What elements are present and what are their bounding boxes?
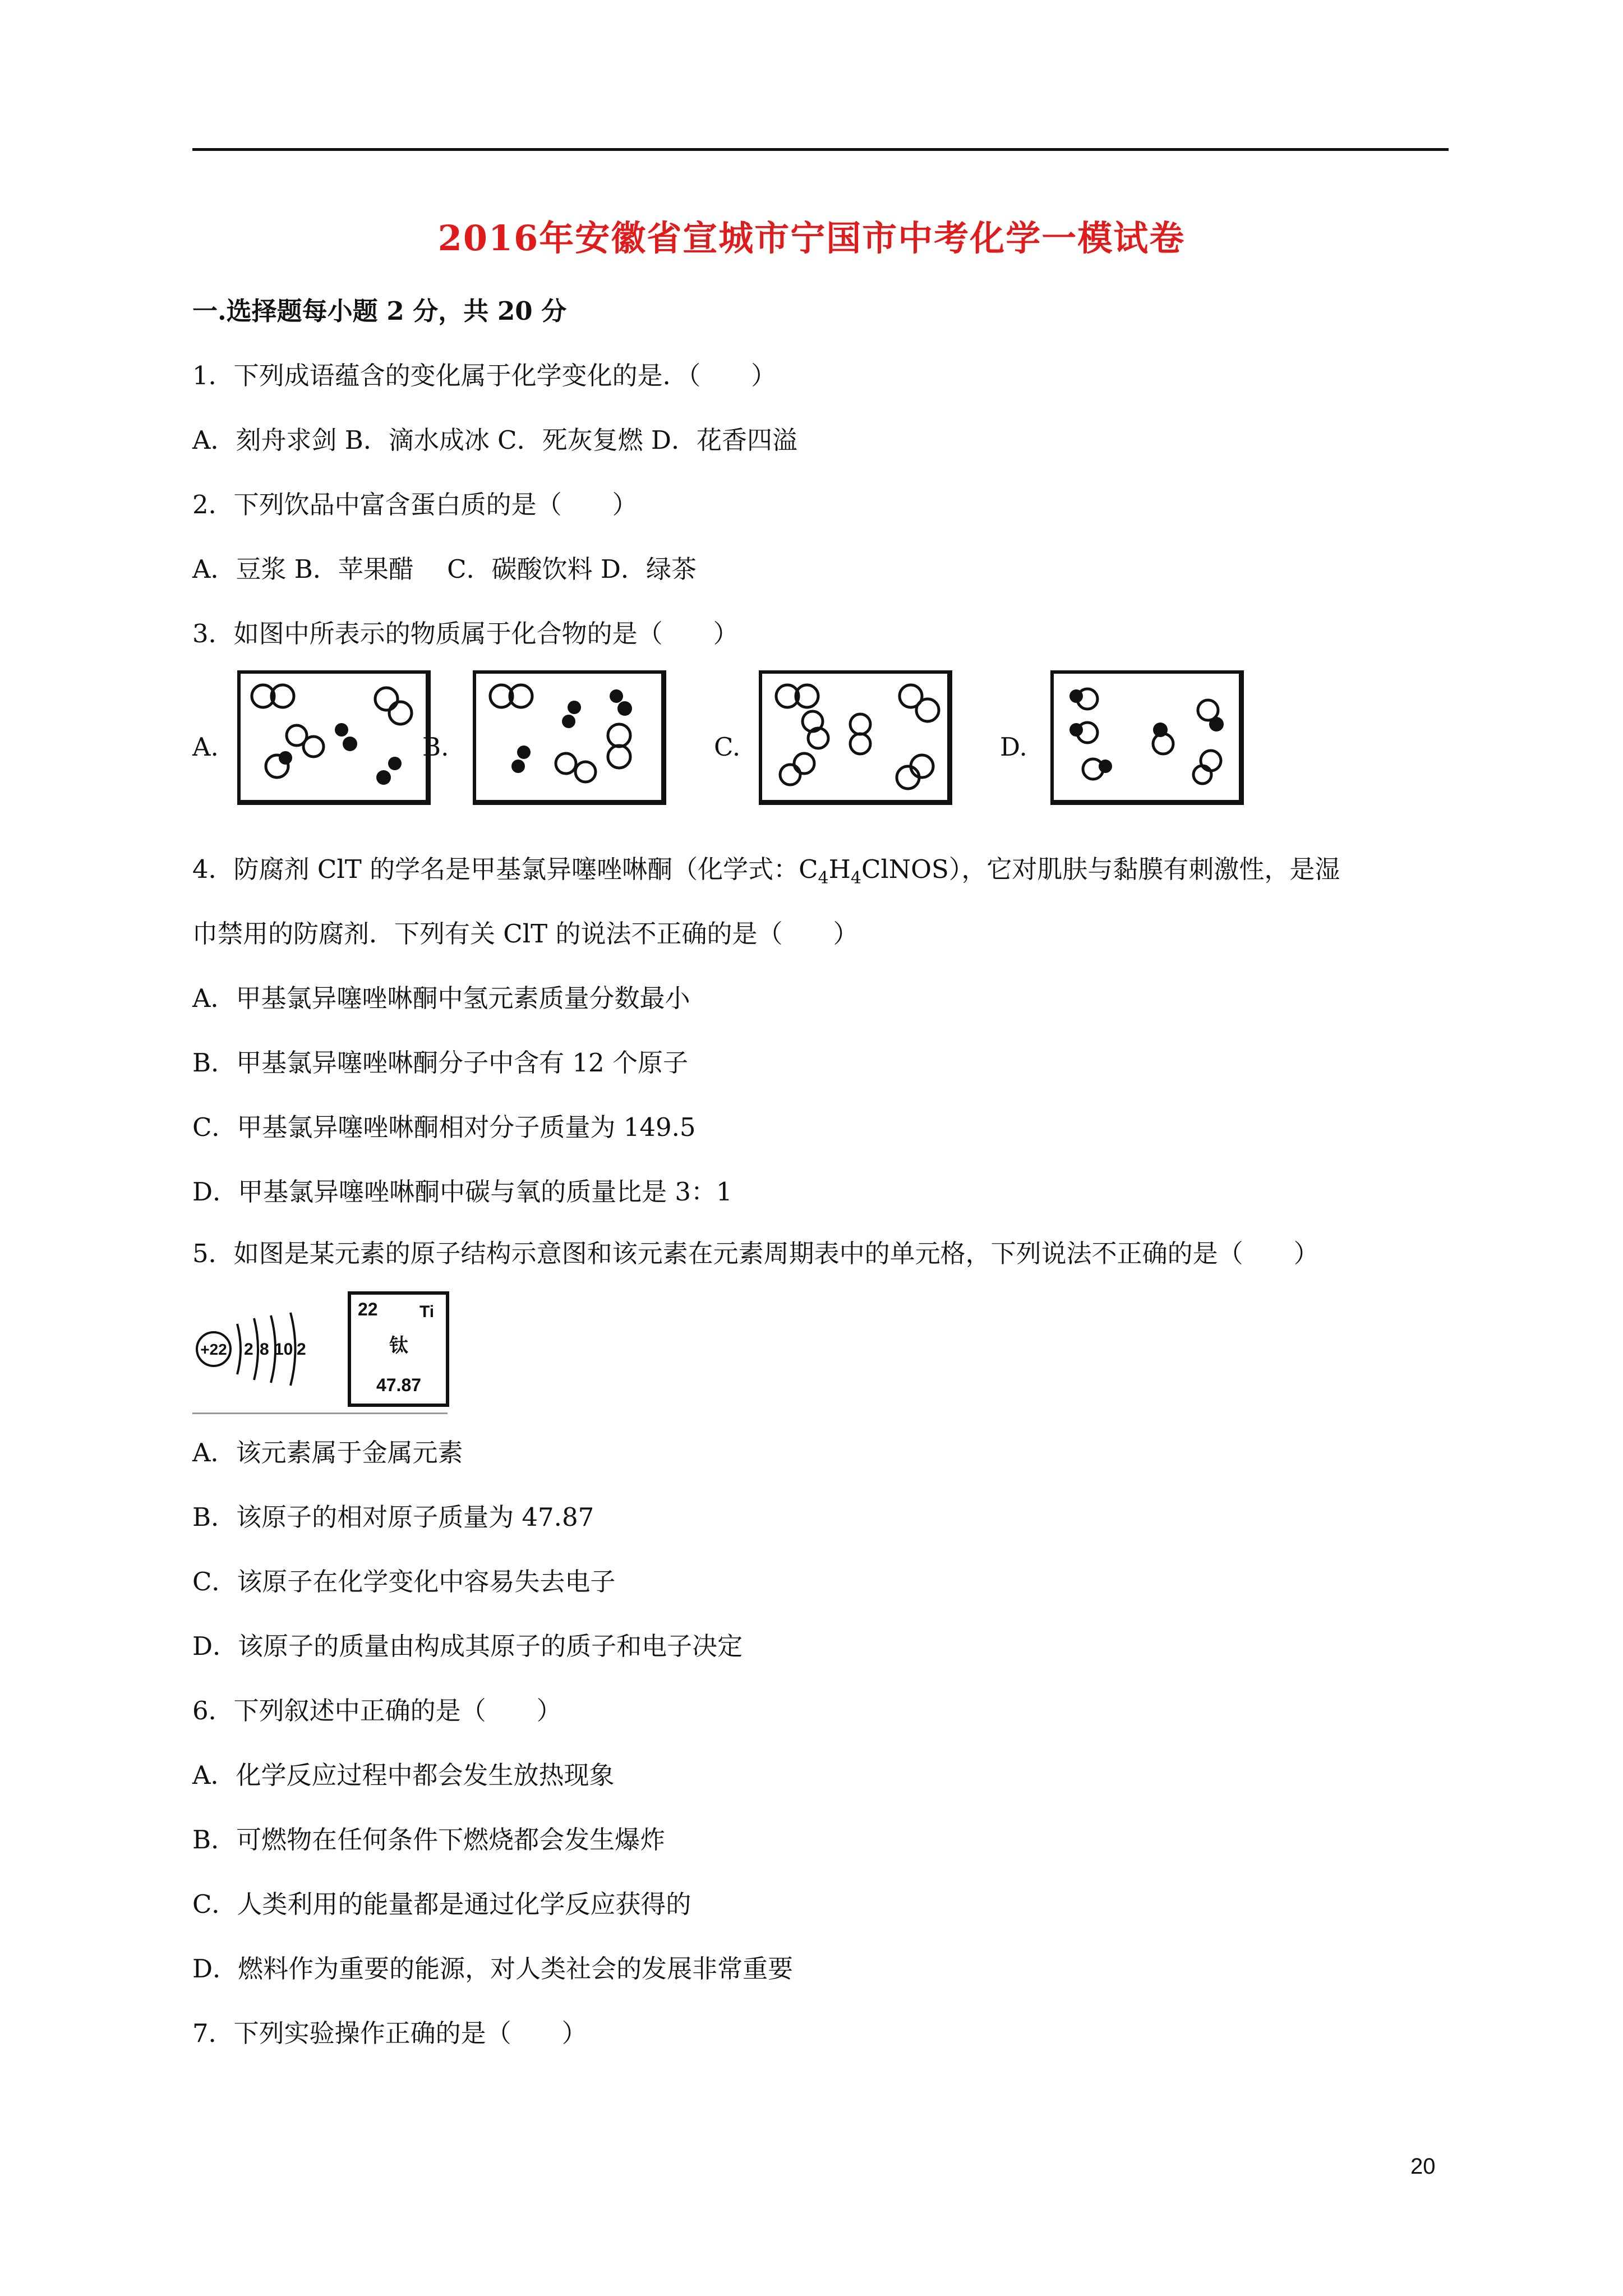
shell-4-count: 2 [297, 1340, 306, 1359]
q3-label-a: A. [192, 732, 219, 762]
q6-option-b: B．可燃物在任何条件下燃烧都会发生爆炸 [192, 1825, 666, 1855]
q3-diagram-c [759, 670, 952, 805]
q3-stem: 3．如图中所表示的物质属于化合物的是（ ） [192, 619, 739, 648]
q7-stem: 7．下列实验操作正确的是（ ） [192, 2018, 587, 2048]
nucleus-charge: +22 [200, 1341, 227, 1358]
section-heading: 一.选择题每小题 2 分，共 20 分 [192, 296, 567, 326]
page-number: 20 [1410, 2154, 1436, 2179]
atom-structure-diagram [197, 1313, 306, 1386]
page-title: 2016年安徽省宣城市宁国市中考化学一模试卷 [437, 218, 1186, 259]
periodic-table-cell [349, 1293, 448, 1405]
q3-figure-row [192, 670, 1258, 813]
q3-label-b: B. [422, 732, 449, 762]
q1-options: A．刻舟求剑 B．滴水成冰 C．死灰复燃 D．花香四溢 [192, 425, 797, 455]
q4-option-c: C．甲基氯异噻唑啉酮相对分子质量为 149.5 [192, 1112, 696, 1142]
element-symbol: Ti [419, 1303, 435, 1321]
q5-option-a: A．该元素属于金属元素 [192, 1438, 463, 1467]
element-name: 钛 [389, 1335, 408, 1356]
q4-option-a: A．甲基氯异噻唑啉酮中氢元素质量分数最小 [192, 983, 690, 1013]
figure-underline [192, 1412, 448, 1414]
q3-diagram-d [1050, 670, 1244, 805]
atomic-number: 22 [358, 1299, 378, 1319]
shell-3-count: 10 [274, 1340, 293, 1359]
q4-option-d: D．甲基氯异噻唑啉酮中碳与氧的质量比是 3：1 [192, 1177, 732, 1207]
q4-option-b: B．甲基氯异噻唑啉酮分子中含有 12 个原子 [192, 1048, 688, 1078]
q5-atom-figure [192, 1285, 456, 1411]
q2-stem: 2．下列饮品中富含蛋白质的是（ ） [192, 490, 638, 519]
q6-option-a: A．化学反应过程中都会发生放热现象 [192, 1760, 615, 1790]
q3-label-c: C. [714, 732, 741, 762]
q5-option-d: D．该原子的质量由构成其原子的质子和电子决定 [192, 1631, 743, 1661]
q5-stem: 5．如图是某元素的原子结构示意图和该元素在元素周期表中的单元格，下列说法不正确的是（ ） [192, 1239, 1319, 1268]
q4-stem-line2: 巾禁用的防腐剂．下列有关 ClT 的说法不正确的是（ ） [192, 919, 859, 949]
q1-stem: 1．下列成语蕴含的变化属于化学变化的是．（ ） [192, 361, 777, 390]
q4-stem: 4．防腐剂 ClT 的学名是甲基氯异噻唑啉酮（化学式：$C_4H_4ClNOS$），它对肌肤与黏膜有刺激性，是湿 [192, 854, 1340, 888]
shell-2-count: 8 [260, 1340, 269, 1359]
atomic-mass: 47.87 [376, 1375, 422, 1395]
q6-stem: 6．下列叙述中正确的是（ ） [192, 1696, 562, 1726]
q3-diagram-b [473, 670, 666, 805]
q5-option-b: B．该原子的相对原子质量为 47.87 [192, 1502, 594, 1532]
shell-1-count: 2 [244, 1340, 253, 1359]
q6-option-c: C．人类利用的能量都是通过化学反应获得的 [192, 1889, 691, 1919]
q3-label-d: D. [1000, 732, 1027, 762]
q3-diagram-a [237, 670, 431, 805]
q2-options: A．豆浆 B．苹果醋 C．碳酸饮料 D．绿茶 [192, 554, 697, 584]
q6-option-d: D．燃料作为重要的能源，对人类社会的发展非常重要 [192, 1954, 794, 1984]
q5-option-c: C．该原子在化学变化中容易失去电子 [192, 1567, 616, 1596]
header-rule [192, 148, 1449, 151]
